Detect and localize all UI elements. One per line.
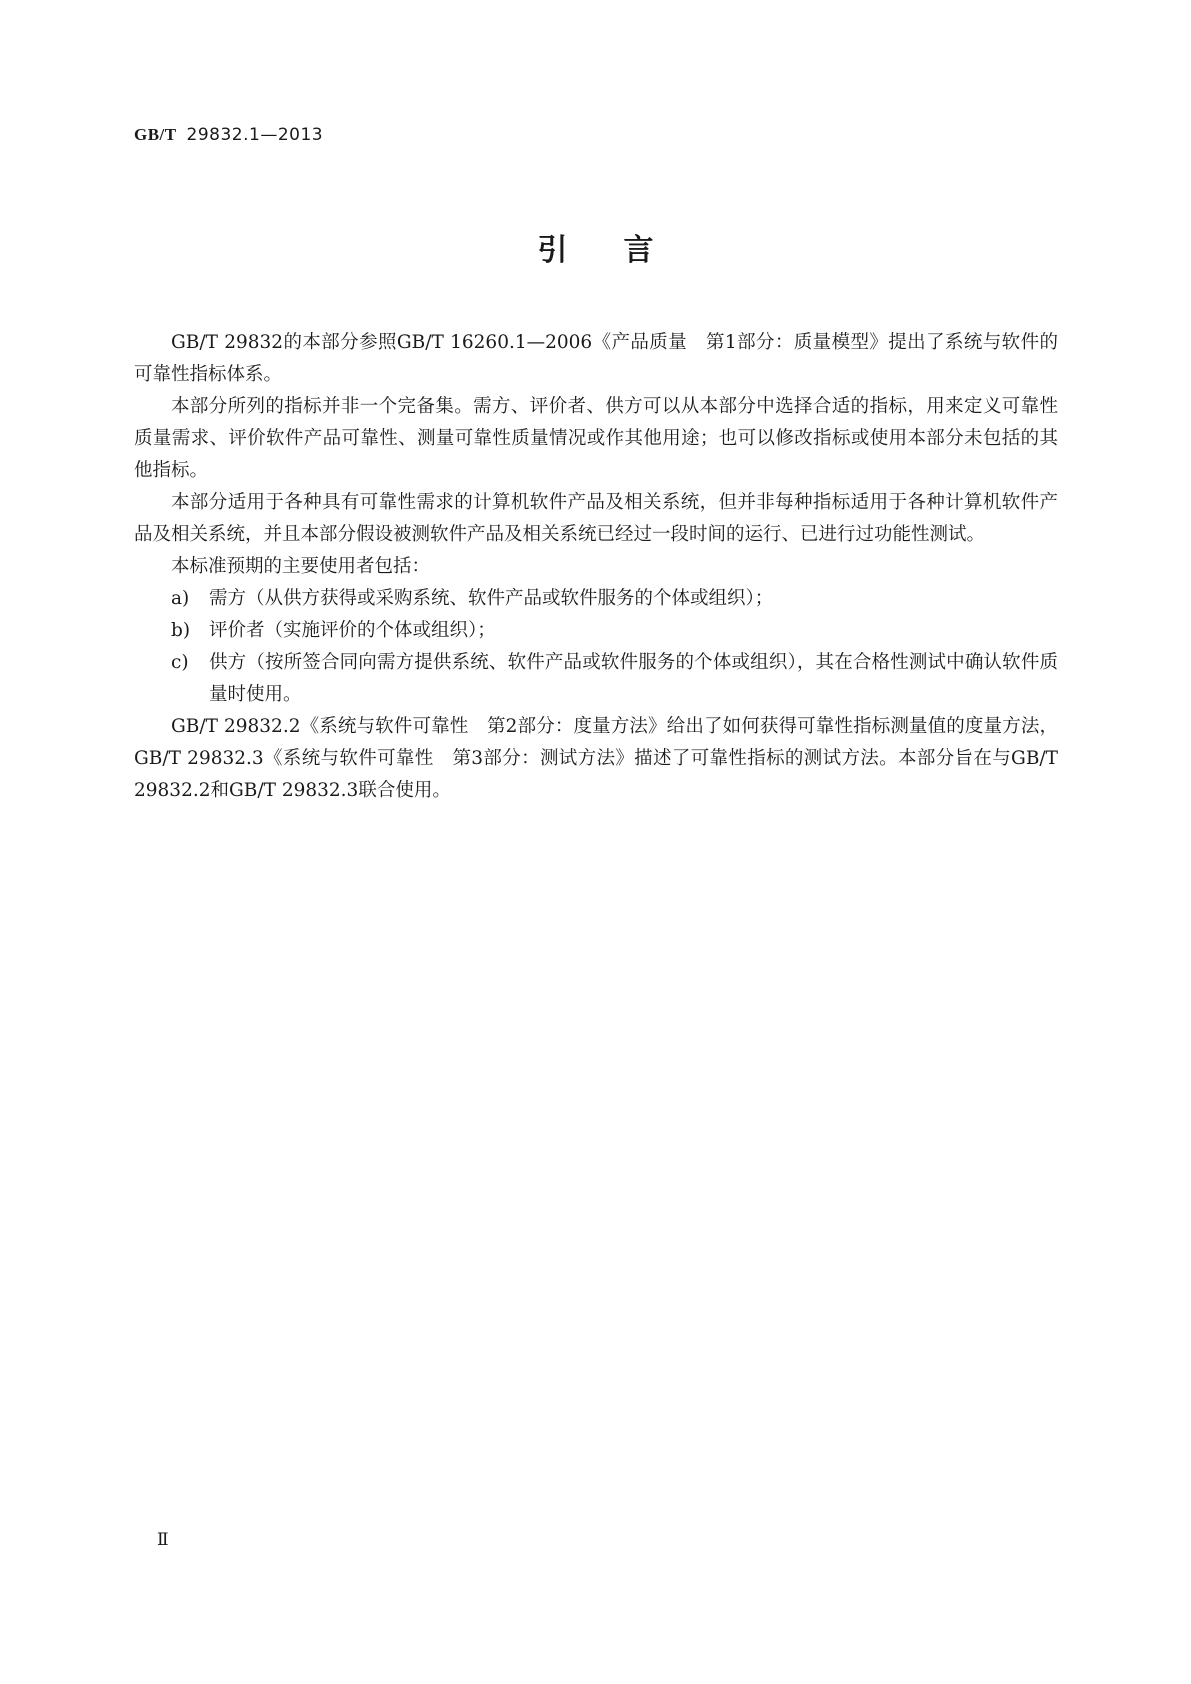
list-text: 供方（按所签合同向需方提供系统、软件产品或软件服务的个体或组织），其在合格性测试中确认软件质量时使用。 [209, 652, 1058, 705]
list-marker: a) [171, 588, 190, 609]
paragraph-users: 本标准预期的主要使用者包括： [171, 556, 431, 577]
paragraph-metrics: 本部分所列的指标并非一个完备集。需方、评价者、供方可以从本部分中选择合适的指标，用来定义可靠性质量需求、评价软件产品可靠性、测量可靠性质量情况或作其他用途；也可以修改指标或使用本部分未包括的其他指标。 [134, 396, 1058, 481]
standard-number: 29832.1—2013 [186, 125, 324, 145]
list-item [134, 615, 1058, 647]
main-content [134, 327, 1058, 807]
document-header [134, 125, 323, 145]
page-number: Ⅱ [157, 1530, 169, 1550]
list-marker: b) [171, 620, 191, 641]
standard-prefix: GB/T [134, 125, 177, 144]
paragraph-related-standards: GB/T 29832.2《系统与软件可靠性 第2部分：度量方法》给出了如何获得可靠性指标测量值的度量方法，GB/T 29832.3《系统与软件可靠性 第3部分：测试方法》描述了可靠性指标的测试方法。本部分旨在与GB/T 29832.2和GB/T 29832.3联合使用。 [134, 716, 1058, 801]
list-text: 需方（从供方获得或采购系统、软件产品或软件服务的个体或组织）； [209, 588, 774, 609]
paragraph-scope: 本部分适用于各种具有可靠性需求的计算机软件产品及相关系统，但并非每种指标适用于各种计算机软件产品及相关系统，并且本部分假设被测软件产品及相关系统已经过一段时间的运行、已进行过功能性测试。 [134, 492, 1058, 545]
list-item [134, 647, 1058, 711]
list-text: 评价者（实施评价的个体或组织）； [209, 620, 496, 641]
page-title: 引言 [537, 233, 710, 268]
list-item [134, 583, 1058, 615]
list-marker: c) [171, 652, 189, 673]
paragraph-intro: GB/T 29832的本部分参照GB/T 16260.1—2006《产品质量 第1部分：质量模型》提出了系统与软件的可靠性指标体系。 [134, 332, 1058, 385]
